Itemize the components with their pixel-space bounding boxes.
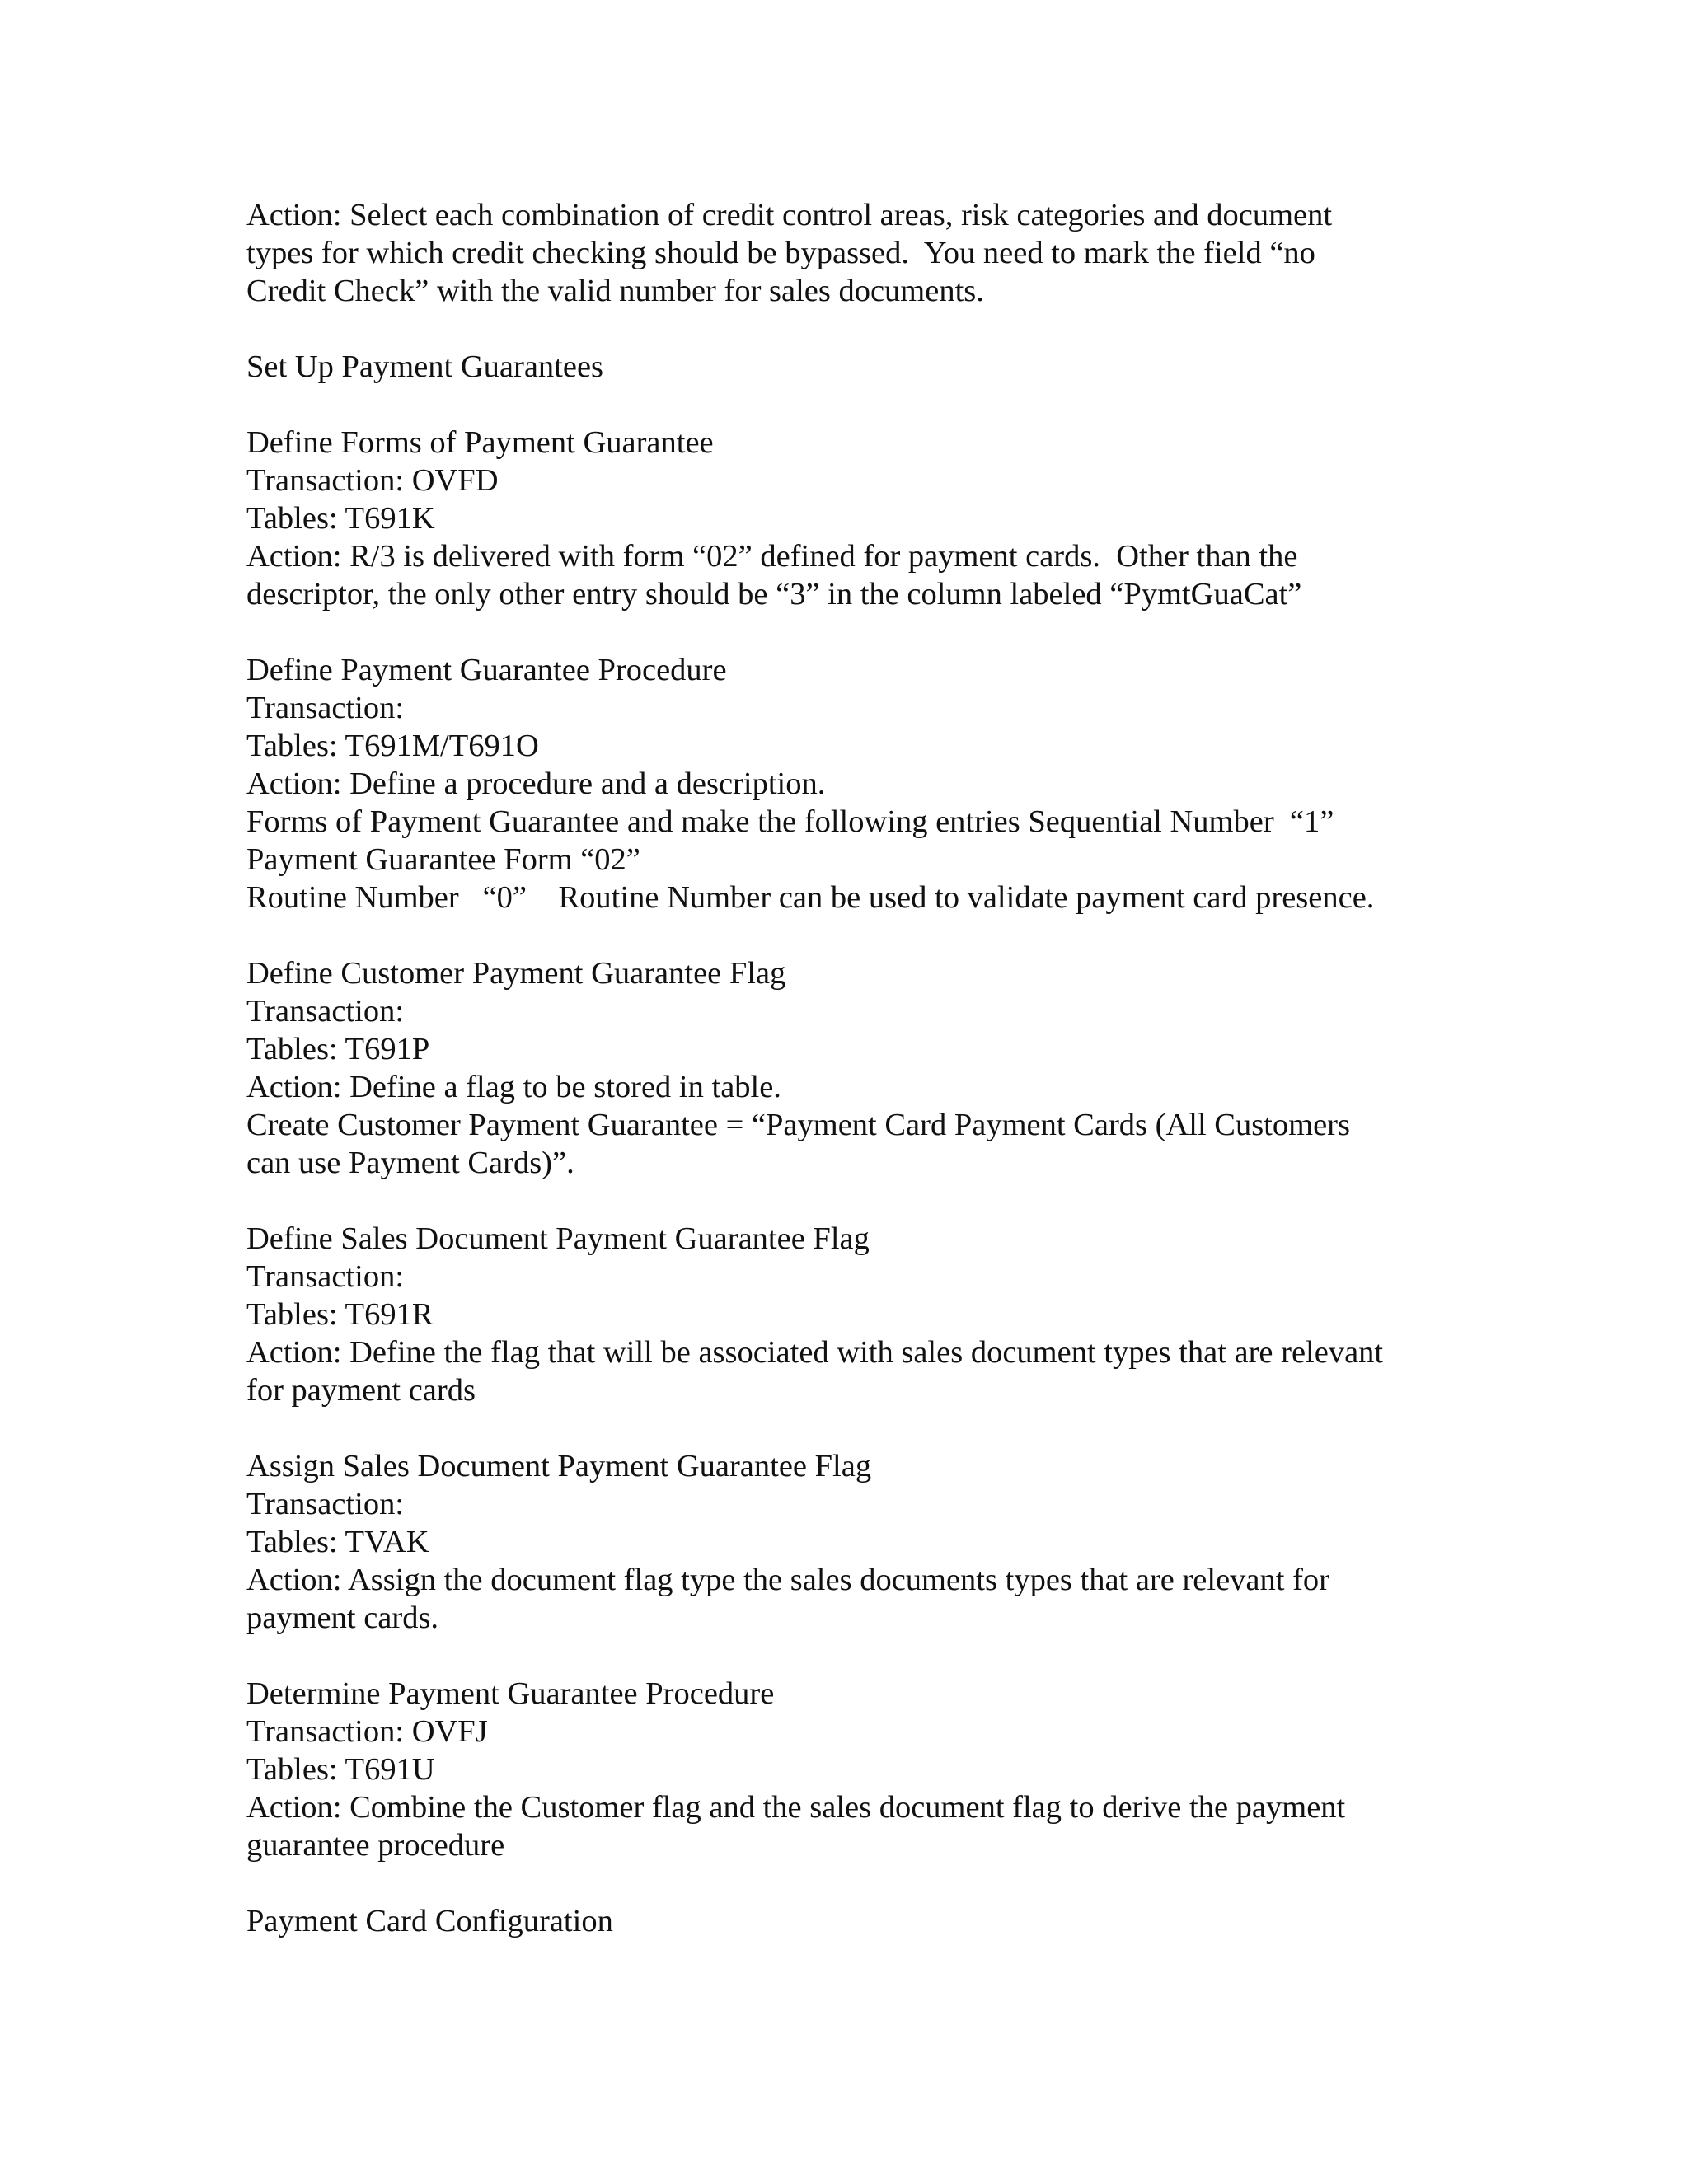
text-line: Define Forms of Payment Guarantee <box>246 425 714 460</box>
paragraph <box>246 196 1458 310</box>
text-line: can use Payment Cards)”. <box>246 1146 574 1180</box>
text-line: Payment Guarantee Form “02” <box>246 842 640 877</box>
text-line: guarantee procedure <box>246 1828 505 1863</box>
text-line: Define Customer Payment Guarantee Flag <box>246 956 786 991</box>
text-line: Tables: T691M/T691O <box>246 729 539 763</box>
text-line: Forms of Payment Guarantee and make the following entries Sequential Number “1” <box>246 804 1334 839</box>
paragraph <box>246 954 1458 1182</box>
text-line: Tables: T691P <box>246 1032 430 1066</box>
text-line: Action: Define a flag to be stored in table. <box>246 1070 781 1104</box>
text-line: Transaction: OVFD <box>246 463 499 498</box>
text-line: Transaction: <box>246 691 405 725</box>
text-line: Action: R/3 is delivered with form “02” defined for payment cards. Other than the <box>246 539 1298 574</box>
text-line: Action: Assign the document flag type the sales documents types that are relevant for <box>246 1563 1329 1597</box>
text-line: Set Up Payment Guarantees <box>246 349 604 384</box>
text-line: Define Sales Document Payment Guarantee Flag <box>246 1221 870 1256</box>
text-line: Routine Number “0” Routine Number can be used to validate payment card presence. <box>246 880 1375 915</box>
text-line: for payment cards <box>246 1373 476 1408</box>
text-line: Transaction: OVFJ <box>246 1714 488 1749</box>
text-line: Action: Select each combination of credit control areas, risk categories and document <box>246 198 1333 232</box>
paragraph <box>246 1447 1458 1637</box>
document-body <box>246 196 1458 1978</box>
text-line: Tables: T691U <box>246 1752 435 1787</box>
text-line: Tables: T691R <box>246 1297 434 1332</box>
paragraph <box>246 651 1458 916</box>
paragraph <box>246 1675 1458 1864</box>
text-line: Credit Check” with the valid number for sales documents. <box>246 274 984 308</box>
text-line: Tables: T691K <box>246 501 435 536</box>
paragraph <box>246 1220 1458 1409</box>
paragraph <box>246 424 1458 613</box>
text-line: Transaction: <box>246 1487 405 1521</box>
text-line: Action: Combine the Customer flag and the sales document flag to derive the payment <box>246 1790 1346 1825</box>
text-line: descriptor, the only other entry should be “3” in the column labeled “PymtGuaCat” <box>246 577 1302 612</box>
text-line: Create Customer Payment Guarantee = “Payment Card Payment Cards (All Customers <box>246 1108 1350 1142</box>
text-line: Determine Payment Guarantee Procedure <box>246 1676 775 1711</box>
text-line: Transaction: <box>246 1259 405 1294</box>
paragraph <box>246 348 1458 386</box>
text-line: Action: Define the flag that will be associated with sales document types that are relevant <box>246 1335 1384 1370</box>
text-line: Payment Card Configuration <box>246 1904 613 1938</box>
text-line: types for which credit checking should be bypassed. You need to mark the field “no <box>246 236 1315 270</box>
text-line: Action: Define a procedure and a description. <box>246 766 826 801</box>
text-line: Tables: TVAK <box>246 1525 429 1559</box>
text-line: Transaction: <box>246 994 405 1029</box>
text-line: Define Payment Guarantee Procedure <box>246 653 727 687</box>
text-line: payment cards. <box>246 1601 439 1635</box>
paragraph <box>246 1902 1458 1940</box>
text-line: Assign Sales Document Payment Guarantee Flag <box>246 1449 872 1483</box>
